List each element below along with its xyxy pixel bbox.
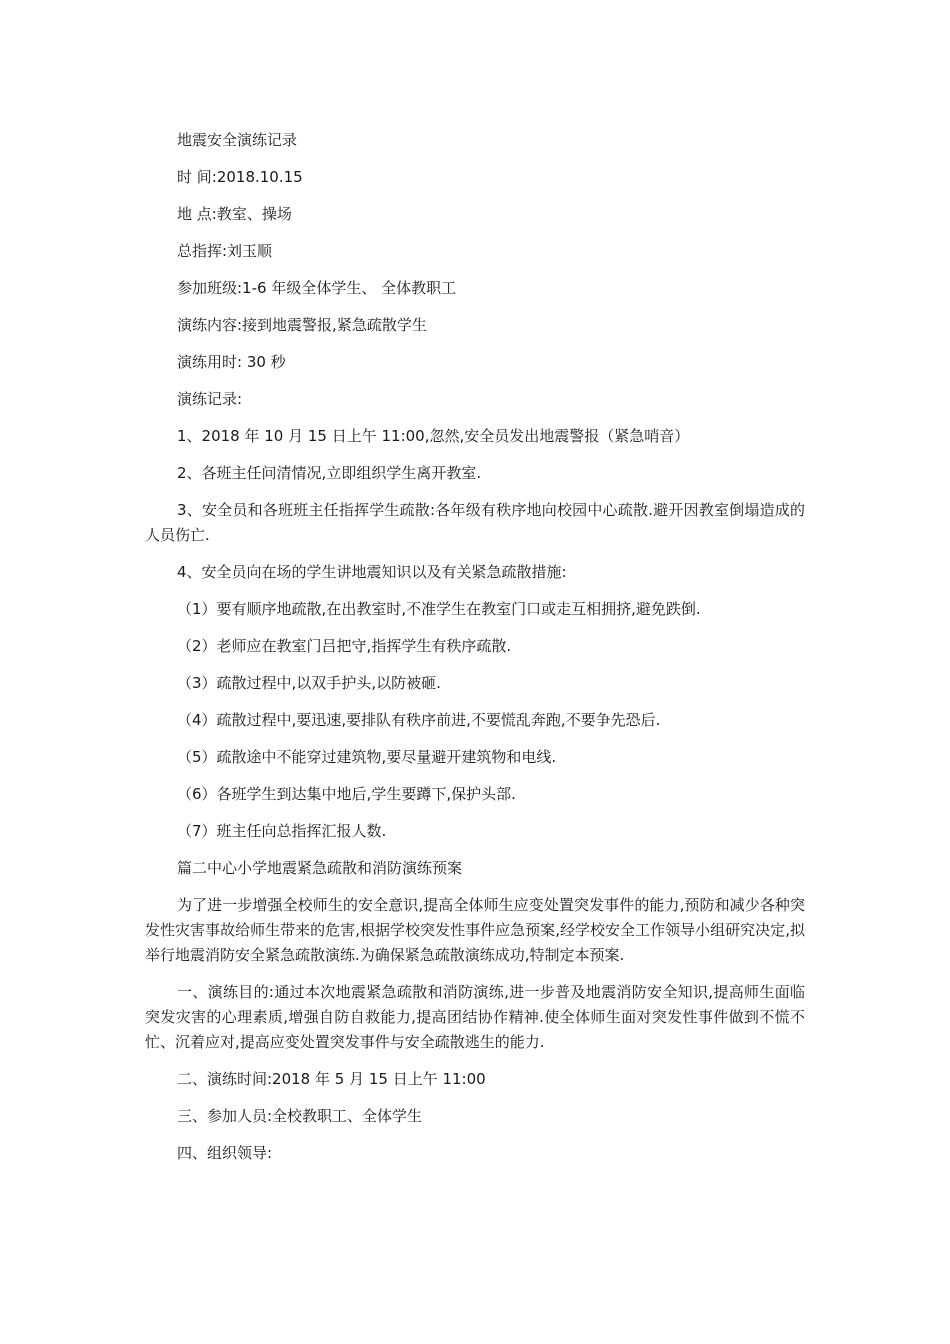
record-item: 2、各班主任问清情况,立即组织学生离开教室. <box>177 464 482 482</box>
drill-schedule-line: 二、演练时间:2018 年 5 月 15 日上午 11:00 <box>177 1070 486 1088</box>
purpose-paragraph: 一、演练目的:通过本次地震紧急疏散和消防演练,进一步普及地震消防安全知识,提高师生面临突发灾害的心理素质,增强自防自救能力,提高团结协作精神.使全体师生面对突发性事件做到不慌不忙、沉着应对,提高应变处置突发事件与安全疏散逃生的能力. <box>145 983 805 1051</box>
document-body <box>145 128 805 1178</box>
record-item: 4、安全员向在场的学生讲地震知识以及有关紧急疏散措施: <box>177 563 567 581</box>
content-line: 演练内容:接到地震警报,紧急疏散学生 <box>177 316 427 334</box>
section2-intro: 为了进一步增强全校师生的安全意识,提高全体师生应变处置突发事件的能力,预防和减少各种突发性灾害事故给师生带来的危害,根据学校突发性事件应急预案,经学校安全工作领导小组研究决定,拟举行地震消防安全紧急疏散演练.为确保紧急疏散演练成功,特制定本预案. <box>145 896 805 964</box>
measure-item: （5）疏散途中不能穿过建筑物,要尽量避开建筑物和电线. <box>177 748 557 766</box>
participants-line: 参加班级:1-6 年级全体学生、 全体教职工 <box>177 279 457 297</box>
attendees-line: 三、参加人员:全校教职工、全体学生 <box>177 1107 423 1125</box>
measure-item: （6）各班学生到达集中地后,学生要蹲下,保护头部. <box>177 785 516 803</box>
drill-place-line: 地 点:教室、操场 <box>177 205 292 223</box>
record-item: 3、安全员和各班班主任指挥学生疏散:各年级有秩序地向校园中心疏散.避开因教室倒塌造成的人员伤亡. <box>145 501 805 544</box>
record-item: 1、2018 年 10 月 15 日上午 11:00,忽然,安全员发出地震警报（紧急哨音） <box>177 427 690 445</box>
measure-item: （4）疏散过程中,要迅速,要排队有秩序前进,不要慌乱奔跑,不要争先恐后. <box>177 711 661 729</box>
doc-title: 地震安全演练记录 <box>177 131 298 149</box>
record-label: 演练记录: <box>177 390 243 408</box>
drill-time-line: 时 间:2018.10.15 <box>177 168 303 186</box>
measure-item: （1）要有顺序地疏散,在出教室时,不准学生在教室门口或走互相拥挤,避免跌倒. <box>177 600 701 618</box>
commander-line: 总指挥:刘玉顺 <box>177 242 273 260</box>
section2-title: 篇二中心小学地震紧急疏散和消防演练预案 <box>177 859 463 877</box>
measure-item: （2）老师应在教室门吕把守,指挥学生有秩序疏散. <box>177 637 512 655</box>
leadership-line: 四、组织领导: <box>177 1144 273 1162</box>
duration-line: 演练用时: 30 秒 <box>177 353 286 371</box>
measure-item: （7）班主任向总指挥汇报人数. <box>177 822 387 840</box>
measure-item: （3）疏散过程中,以双手护头,以防被砸. <box>177 674 441 692</box>
